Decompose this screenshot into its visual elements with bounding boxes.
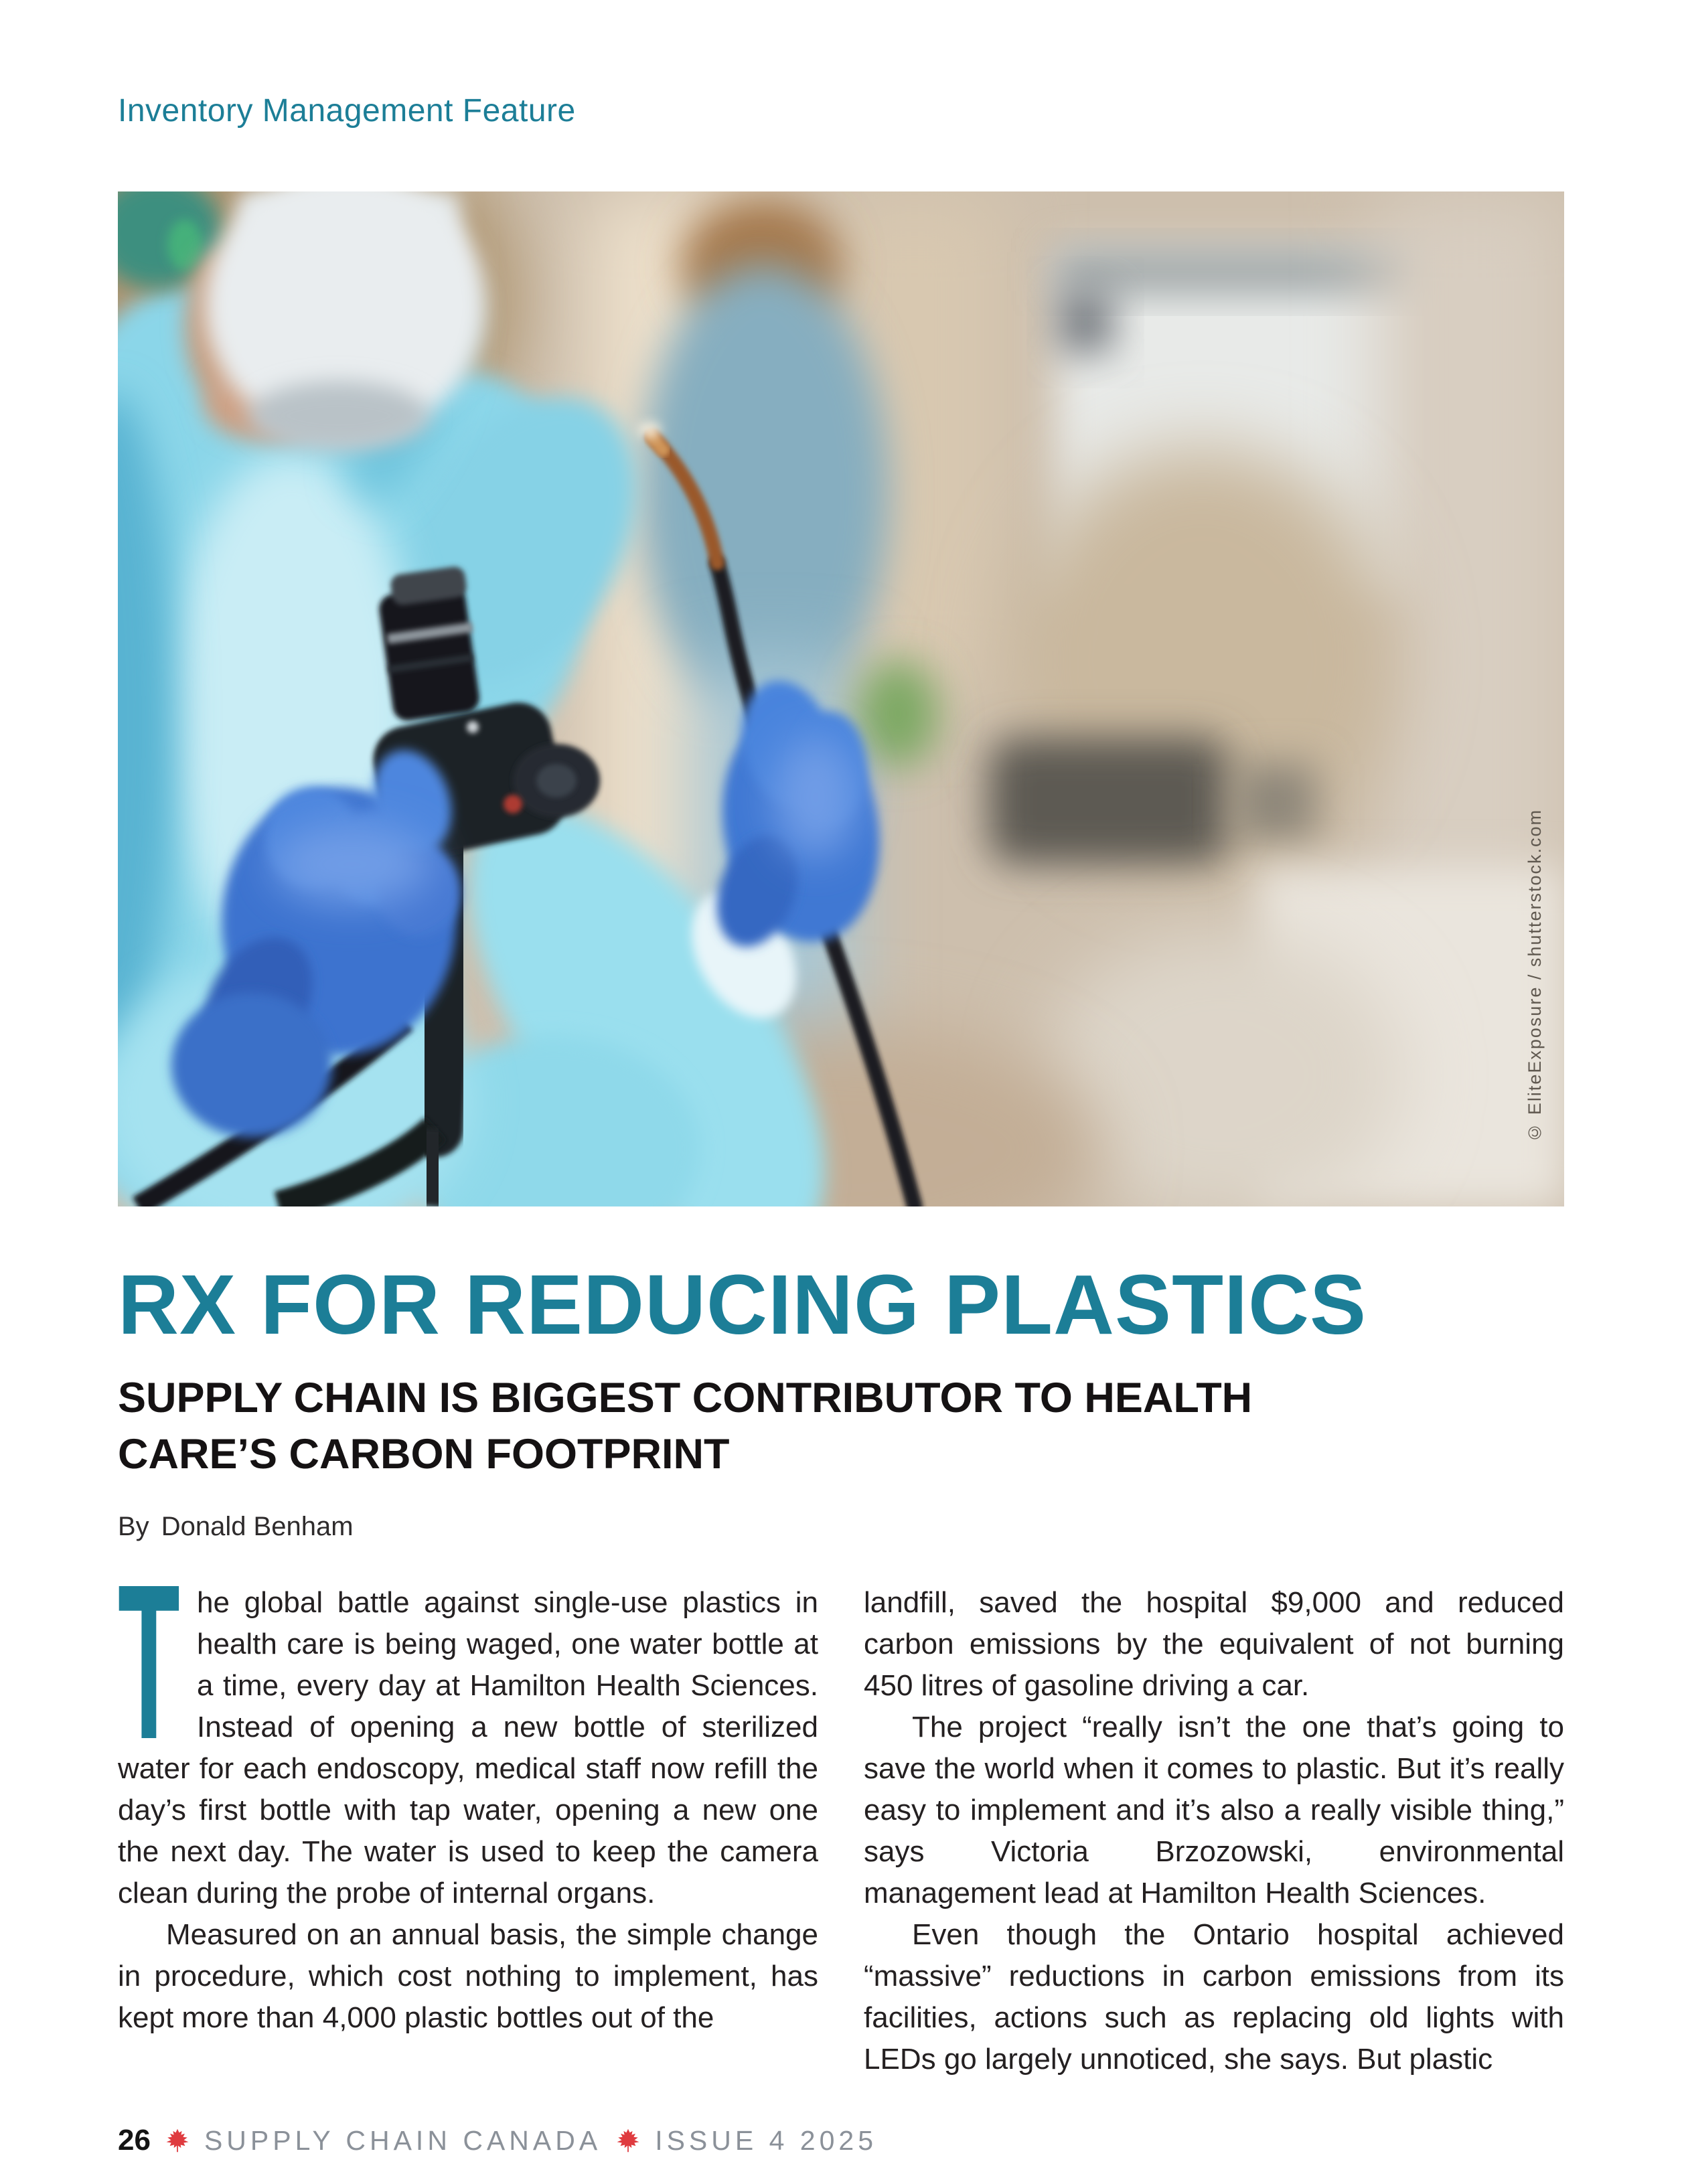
dropcap-box — [118, 1538, 182, 1785]
magazine-name: SUPPLY CHAIN CANADA — [204, 2124, 602, 2156]
article-subtitle — [118, 1370, 1564, 1482]
paragraph — [118, 1538, 818, 1914]
article-photo — [118, 191, 1564, 1206]
maple-leaf-icon — [165, 2128, 189, 2153]
page-number: 26 — [118, 2124, 151, 2157]
paragraph: Even though the Ontario hospital achieved “massive” reductions in carbon emissions from its facilities, actions such as replacing old lights with LEDs go largely unnoticed, she says. But plastic — [864, 1918, 1564, 2076]
page-footer — [118, 2124, 877, 2157]
body-column-1 — [118, 1538, 818, 2080]
article-body — [118, 1538, 1564, 2080]
article-headline: RX FOR REDUCING PLASTICS — [118, 1257, 1367, 1352]
photo-illustration — [118, 191, 1564, 1206]
subtitle-line-2: CARE’S CARBON FOOTPRINT — [118, 1431, 730, 1478]
section-kicker: Inventory Management Feature — [118, 93, 576, 129]
subtitle-line-1: SUPPLY CHAIN IS BIGGEST CONTRIBUTOR TO HEALTH — [118, 1375, 1253, 1421]
byline — [118, 1512, 1564, 1542]
issue-label: ISSUE 4 2025 — [655, 2124, 878, 2156]
body-column-2 — [864, 1582, 1564, 2080]
paragraph: Measured on an annual basis, the simple change in procedure, which cost nothing to implement, has kept more than 4,000 plastic bottles out of the — [118, 1918, 818, 2034]
paragraph: landfill, saved the hospital $9,000 and reduced carbon emissions by the equivalent of not burning 450 litres of gasoline driving a car. — [864, 1586, 1564, 1702]
dropcap-letter: T — [118, 1538, 180, 1785]
byline-prefix: By — [118, 1512, 149, 1541]
byline-author: Donald Benham — [161, 1512, 354, 1541]
photo-credit: © EliteExposure / shutterstock.com — [1525, 809, 1545, 1143]
paragraph-text: he global battle against single-use plastics in health care is being waged, one water bottle at a time, every day at Hamilton Health Sciences. Instead of opening a new bottle of sterilized water for each endoscopy, medical staff now refill the day’s first bottle with tap water, opening a new one the next day. The water is used to keep the camera clean during the probe of internal organs. — [118, 1586, 818, 1909]
maple-leaf-icon — [616, 2128, 640, 2153]
paragraph: The project “really isn’t the one that’s going to save the world when it comes to plastic. But it’s really easy to implement and it’s also a really visible thing,” says Victoria Brzozowski, environmental management lead at Hamilton Health Sciences. — [864, 1711, 1564, 1909]
